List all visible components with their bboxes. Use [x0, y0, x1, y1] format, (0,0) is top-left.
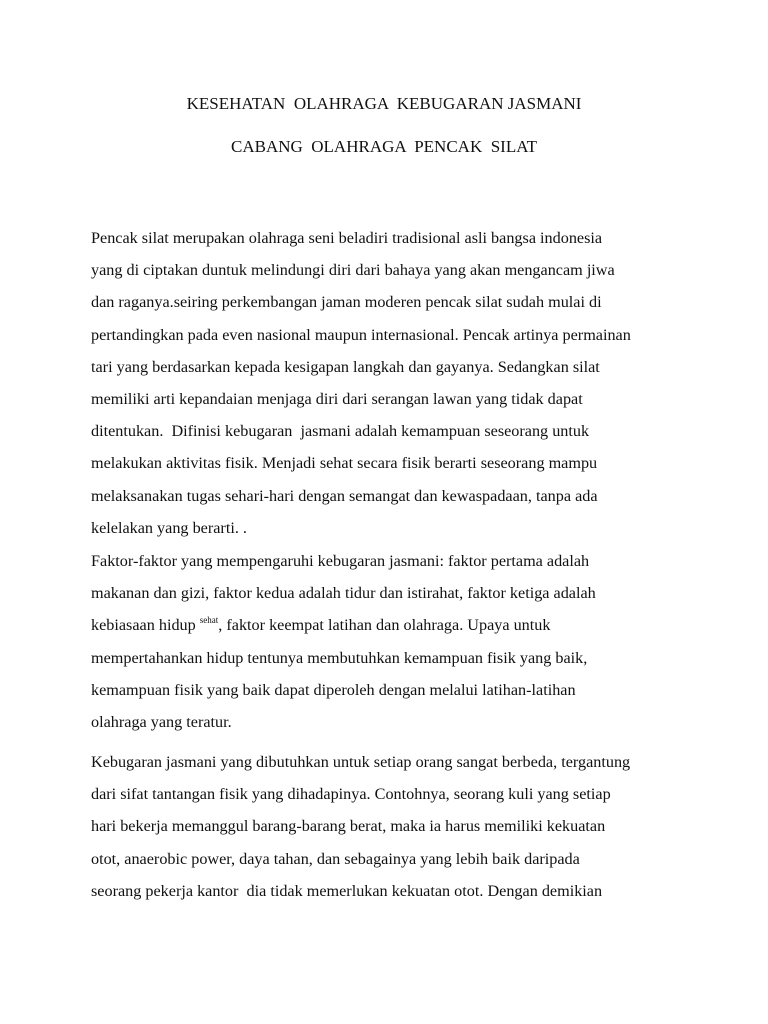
text-line: ditentukan. Difinisi kebugaran jasmani adalah kemampuan seseorang untuk — [91, 422, 590, 441]
superscript-text: sehat — [199, 615, 219, 626]
text-line: yang di ciptakan duntuk melindungi diri dari bahaya yang akan mengancam jiwa — [91, 261, 615, 280]
text-line-with-superscript — [91, 615, 596, 647]
text-line: tari yang berdasarkan kepada kesigapan langkah dan gayanya. Sedangkan silat — [91, 357, 600, 376]
text-line: olahraga yang teratur. — [91, 712, 232, 731]
text-line: dan raganya.seiring perkembangan jaman moderen pencak silat sudah mulai di — [91, 293, 602, 312]
text-line: kelelakan yang berarti. . — [91, 518, 247, 537]
paragraph-1 — [91, 228, 631, 550]
text-line: mempertahankan hidup tentunya membutuhkan kemampuan fisik yang baik, — [91, 648, 588, 667]
paragraph-3 — [91, 752, 630, 913]
document-subtitle: CABANG OLAHRAGA PENCAK SILAT — [230, 137, 538, 156]
text-line: memiliki arti kepandaian menjaga diri dari serangan lawan yang tidak dapat — [91, 389, 583, 408]
text-line: hari bekerja memanggul barang-barang berat, maka ia harus memiliki kekuatan — [91, 817, 606, 836]
text-line: pertandingkan pada even nasional maupun internasional. Pencak artinya permainan — [91, 325, 631, 344]
text-line: seorang pekerja kantor dia tidak memerlukan kekuatan otot. Dengan demikian — [91, 881, 603, 900]
text-line: Faktor-faktor yang mempengaruhi kebugaran jasmani: faktor pertama adalah — [91, 552, 590, 570]
text-segment: , faktor keempat latihan dan olahraga. Upaya untuk — [218, 616, 551, 635]
text-line: Kebugaran jasmani yang dibutuhkan untuk setiap orang sangat berbeda, tergantung — [91, 753, 631, 771]
text-line: dari sifat tantangan fisik yang dihadapinya. Contohnya, seorang kuli yang setiap — [91, 785, 611, 804]
text-segment: kebiasaan hidup — [91, 616, 200, 635]
text-line: kemampuan fisik yang baik dapat diperoleh dengan melalui latihan-latihan — [91, 680, 576, 699]
text-line: melakukan aktivitas fisik. Menjadi sehat secara fisik berarti seseorang mampu — [91, 454, 598, 473]
text-line: Pencak silat merupakan olahraga seni beladiri tradisional asli bangsa indonesia — [91, 229, 603, 247]
document-title: KESEHATAN OLAHRAGA KEBUGARAN JASMANI — [186, 94, 582, 113]
paragraph-2 — [91, 551, 596, 744]
text-line: makanan dan gizi, faktor kedua adalah tidur dan istirahat, faktor ketiga adalah — [91, 584, 596, 603]
text-line: melaksanakan tugas sehari-hari dengan semangat dan kewaspadaan, tanpa ada — [91, 486, 598, 505]
text-line: otot, anaerobic power, daya tahan, dan sebagainya yang lebih baik daripada — [91, 849, 580, 868]
